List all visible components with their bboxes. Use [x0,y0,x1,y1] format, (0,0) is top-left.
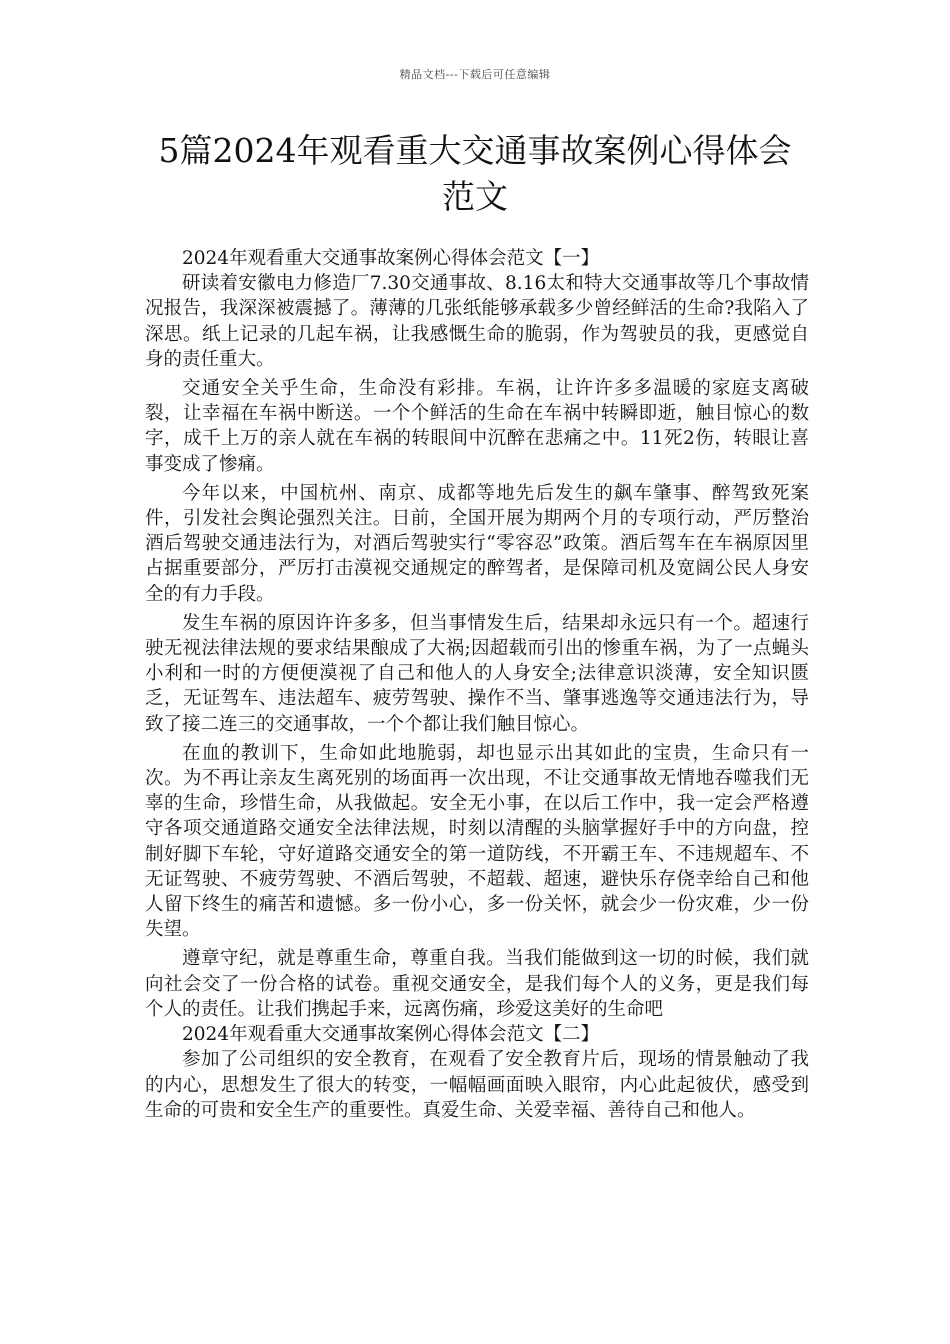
document-body [145,246,809,1123]
paragraph: 在血的教训下，生命如此地脆弱，却也显示出其如此的宝贵，生命只有一次。为不再让亲友生离死别的场面再一次出现，不让交通事故无情地吞噬我们无辜的生命，珍惜生命，从我做起。安全无小事，在以后工作中，我一定会严格遵守各项交通道路交通安全法律法规，时刻以清醒的头脑掌握好手中的方向盘，控制好脚下车轮，守好道路交通安全的第一道防线，不开霸王车、不违规超车、不无证驾驶、不疲劳驾驶、不酒后驾驶，不超载、超速，避快乐存侥幸给自己和他人留下终生的痛苦和遗憾。多一份小心，多一份关怀，就会少一份灾难，少一份失望。 [145,742,809,941]
paragraph: 今年以来，中国杭州、南京、成都等地先后发生的飙车肇事、醉驾致死案件，引发社会舆论强烈关注。日前，全国开展为期两个月的专项行动，严厉整治酒后驾驶交通违法行为，对酒后驾驶实行“零容忍”政策。酒后驾车在车祸原因里占据重要部分，严厉打击漠视交通规定的醉驾者，是保障司机及宽阔公民人身安全的有力手段。 [145,482,809,605]
document-title: 5篇2024年观看重大交通事故案例心得体会范文 [158,131,792,216]
section-heading-2: 2024年观看重大交通事故案例心得体会范文【二】 [182,1024,600,1046]
paragraph: 参加了公司组织的安全教育，在观看了安全教育片后，现场的情景触动了我的内心，思想发生了很大的转变，一幅幅画面映入眼帘，内心此起彼伏，感受到生命的可贵和安全生产的重要性。真爱生命、关爱幸福、善待自己和他人。 [145,1049,809,1121]
paragraph: 遵章守纪，就是尊重生命，尊重自我。当我们能做到这一切的时候，我们就向社会交了一份合格的试卷。重视交通安全，是我们每个人的义务，更是我们每个人的责任。让我们携起手来，远离伤痛，珍爱这美好的生命吧 [145,948,809,1020]
paragraph: 交通安全关乎生命，生命没有彩排。车祸，让许许多多温暖的家庭支离破裂，让幸福在车祸中断送。一个个鲜活的生命在车祸中转瞬即逝，触目惊心的数字，成千上万的亲人就在车祸的转眼间中沉醉在悲痛之中。11死2伤，转眼让喜事变成了惨痛。 [145,378,809,475]
page-header: 精品文档---下载后可任意编辑 [399,68,551,81]
section-heading-1: 2024年观看重大交通事故案例心得体会范文【一】 [182,248,600,269]
paragraph: 研读着安徽电力修造厂7.30交通事故、8.16太和特大交通事故等几个事故情况报告，我深深被震撼了。薄薄的几张纸能够承载多少曾经鲜活的生命?我陷入了深思。纸上记录的几起车祸，让我感慨生命的脆弱，作为驾驶员的我，更感觉自身的责任重大。 [145,273,809,370]
paragraph: 发生车祸的原因许许多多，但当事情发生后，结果却永远只有一个。超速行驶无视法律法规的要求结果酿成了大祸;因超载而引出的惨重车祸，为了一点蝇头小利和一时的方便便漠视了自己和他人的人身安全;法律意识淡薄，安全知识匮乏，无证驾车、违法超车、疲劳驾驶、操作不当、肇事逃逸等交通违法行为，导致了接二连三的交通事故，一个个都让我们触目惊心。 [145,612,809,735]
